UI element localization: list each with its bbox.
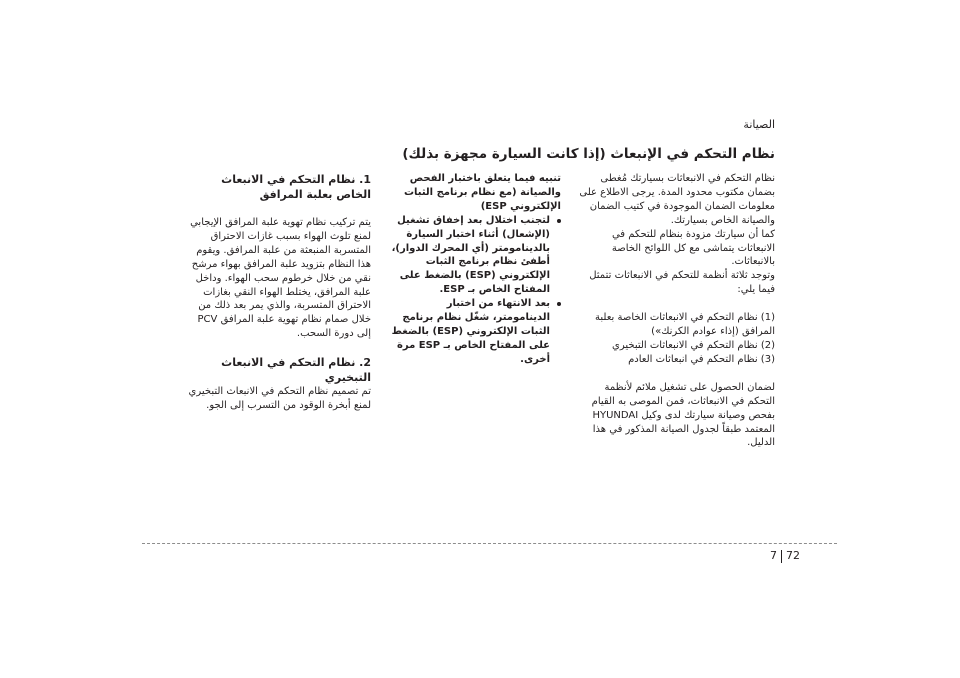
paragraph: لضمان الحصول على تشغيل ملائم لأنظمة التحكم في الانبعاثات، فمن الموصى به القيام بفحص وصيانة سيارتك لدى وكيل HYUNDAI المعتمد طبقاً لجدول الصيانة المذكور في هذا الدليل.	[591, 381, 775, 449]
page-separator	[781, 550, 782, 563]
section-label: الصيانة	[743, 118, 775, 131]
bullet-icon	[557, 219, 561, 223]
page-index: 72	[786, 549, 800, 562]
caution-intro: تنبيه فيما يتعلق باختبار الفحص والصيانة (مع نظام برنامج الثبات الإلكتروني ESP)	[403, 173, 561, 212]
emission-systems-list	[579, 311, 775, 367]
page-title: نظام التحكم في الإنبعاث (إذا كانت السيارة مجهزة بذلك)	[402, 146, 775, 162]
page-chapter: 7	[770, 549, 777, 562]
page-number	[770, 549, 800, 563]
list-item: (2) نظام التحكم في الانبعاثات التبخيري	[612, 339, 775, 351]
paragraph: يتم تركيب نظام تهوية علبة المرافق الإيجابي لمنع تلوث الهواء بسبب غازات الاحتراق المتسربة المنبعثة من علبة المرافق. ويقوم هذا النظام بتزويد علبة المرافق بهواء مرشح نقي من خلال خرطوم سحب الهواء. وداخل علبة المرافق، يختلط الهواء النقي بغازات الاحتراق المتسربة، والذي يمر بعد ذلك من خلال صمام نظام تهوية علبة المرافق PCV إلى دورة السحب.	[190, 217, 371, 340]
list-item-text: لتجنب اختلال بعد إخفاق تشغيل (الإشعال) أثناء اختبار السيارة بالدينامومتر (أي المحرك الدوار)، أطفئ نظام برنامج الثبات الإلكتروني (ESP) بالضغط على المفتاح الخاص بـ ESP.	[391, 214, 550, 296]
left-column	[183, 172, 371, 413]
right-column	[579, 172, 775, 450]
footer-divider	[142, 543, 837, 544]
paragraph: تم تصميم نظام التحكم في الانبعاث التبخيري لمنع أبخرة الوقود من التسرب إلى الجو.	[188, 386, 371, 412]
bullet-icon	[557, 302, 561, 306]
list-item: (1) نظام التحكم في الانبعاثات الخاصة بعلبة المرافق (إذاء عوادم الكرنك»)	[595, 312, 775, 338]
list-item: (3) نظام التحكم في انبعاثات العادم	[628, 353, 775, 365]
caution-bullets	[389, 214, 561, 367]
sub-heading: 1. نظام التحكم في الانبعاث الخاص بعلبة المرافق	[221, 173, 371, 201]
paragraph: وتوجد ثلاثة أنظمة للتحكم في الانبعاثات تتمثل فيما يلي:	[589, 270, 775, 296]
list-item	[389, 297, 561, 367]
list-item	[389, 214, 561, 297]
list-item-text: بعد الانتهاء من اختبار الدينامومتر، شغّل نظام برنامج الثبات الإلكتروني (ESP) بالضغط على المفتاح الخاص بـ ESP مرة أخرى.	[391, 298, 550, 365]
paragraph: نظام التحكم في الانبعاثات بسيارتك مُغطى بضمان مكتوب محدود المدة. يرجى الاطلاع على معلومات الضمان الموجودة في كتيب الضمان والصيانة الخاص بسيارتك.	[579, 173, 775, 226]
middle-column	[389, 172, 561, 367]
paragraph: كما أن سيارتك مزودة بنظام للتحكم في الانبعاثات يتماشى مع كل اللوائح الخاصة بالانبعاثات.	[611, 228, 775, 268]
sub-heading: 2. نظام التحكم في الانبعاث التبخيري	[221, 356, 371, 385]
